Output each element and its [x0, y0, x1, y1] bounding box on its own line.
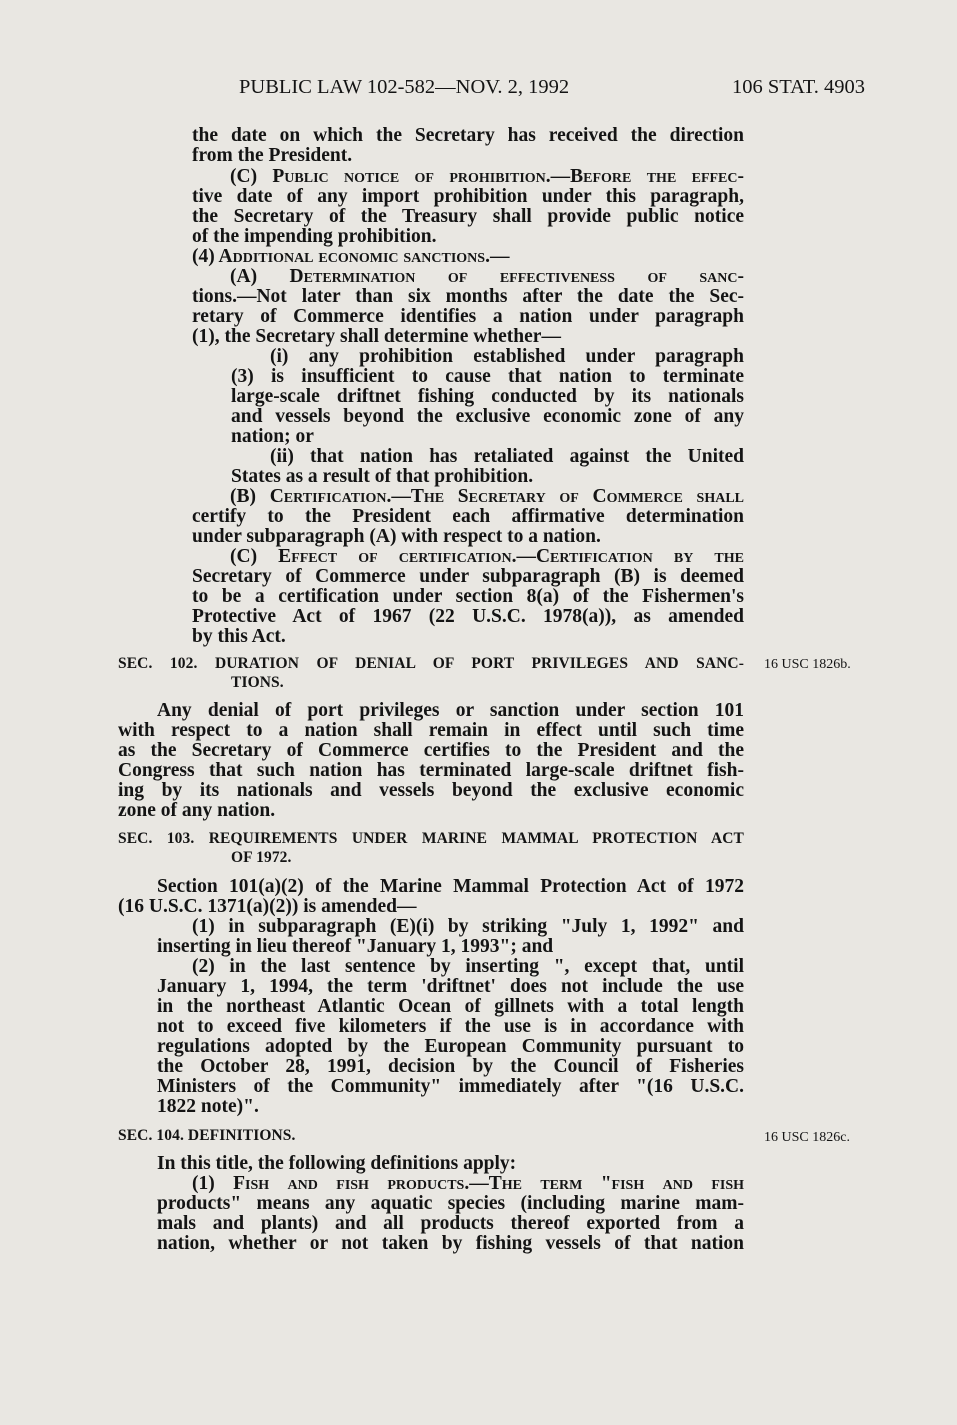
- text-line: Secretary of Commerce under subparagraph (B) is deemed: [192, 566, 744, 587]
- text-line: tions.—Not later than six months after the date the Sec-: [192, 286, 744, 307]
- subparagraph-heading: (C) Effect of certification.—Certification by the: [230, 546, 744, 567]
- text-line: under subparagraph (A) with respect to a nation.: [192, 526, 601, 547]
- text-line: by this Act.: [192, 626, 286, 647]
- text-line: with respect to a nation shall remain in effect until such time: [118, 720, 744, 741]
- text-line: the Secretary of the Treasury shall provide public notice: [192, 206, 744, 227]
- text-line: and vessels beyond the exclusive economic zone of any: [231, 406, 744, 427]
- text-line: (16 U.S.C. 1371(a)(2)) is amended—: [118, 896, 417, 917]
- subparagraph-heading: (A) Determination of effectiveness of sanc-: [230, 266, 744, 287]
- text-line: the October 28, 1991, decision by the Council of Fisheries: [157, 1056, 744, 1077]
- text-line: (1), the Secretary shall determine whether—: [192, 326, 561, 347]
- text-line: (2) in the last sentence by inserting ", except that, until: [192, 956, 744, 977]
- text-line: ing by its nationals and vessels beyond the exclusive economic: [118, 780, 744, 801]
- text-line: regulations adopted by the European Community pursuant to: [157, 1036, 744, 1057]
- text-line: (3) is insufficient to cause that nation to terminate: [231, 366, 744, 387]
- text-line: 1822 note)".: [157, 1096, 259, 1117]
- subparagraph-heading: (B) Certification.—The Secretary of Commerce shall: [230, 486, 744, 507]
- text-line: from the President.: [192, 145, 353, 166]
- text-line: Congress that such nation has terminated large-scale driftnet fish-: [118, 760, 744, 781]
- text-line: inserting in lieu thereof "January 1, 1993"; and: [157, 936, 554, 957]
- text-line: of the impending prohibition.: [192, 226, 437, 247]
- text-line: tive date of any import prohibition under this paragraph,: [192, 186, 744, 207]
- section-heading-102: SEC. 102. DURATION OF DENIAL OF PORT PRIVILEGES AND SANC-: [118, 655, 744, 672]
- text-line: States as a result of that prohibition.: [231, 466, 534, 487]
- clause-line: (i) any prohibition established under paragraph: [270, 346, 744, 367]
- text-line: not to exceed five kilometers if the use is in accordance with: [157, 1016, 744, 1037]
- header-page-ref: 106 STAT. 4903: [732, 76, 865, 98]
- text-line: January 1, 1994, the term 'driftnet' does not include the use: [157, 976, 744, 997]
- definition-heading: (1) Fish and fish products.—The term "fish and fish: [192, 1173, 744, 1194]
- text-line: Section 101(a)(2) of the Marine Mammal Protection Act of 1972: [157, 876, 744, 897]
- text-line: Any denial of port privileges or sanction under section 101: [157, 700, 744, 721]
- text-line: certify to the President each affirmative determination: [192, 506, 744, 527]
- clause-line: (ii) that nation has retaliated against the United: [270, 446, 744, 467]
- text-line: to be a certification under section 8(a) of the Fishermen's: [192, 586, 744, 607]
- section-heading-103-cont: OF 1972.: [231, 849, 292, 866]
- header-title: PUBLIC LAW 102-582—NOV. 2, 1992: [239, 76, 570, 98]
- text-line: nation; or: [231, 426, 314, 447]
- text-line: zone of any nation.: [118, 800, 276, 821]
- text-line: in the northeast Atlantic Ocean of gillnets with a total length: [157, 996, 744, 1017]
- running-header: [0, 76, 957, 104]
- text-line: Protective Act of 1967 (22 U.S.C. 1978(a)), as amended: [192, 606, 744, 627]
- text-line: products" means any aquatic species (including marine mam-: [157, 1193, 744, 1214]
- text-line: large-scale driftnet fishing conducted by its nationals: [231, 386, 744, 407]
- text-line: nation, whether or not taken by fishing vessels of that nation: [157, 1233, 744, 1254]
- margin-note-sec104: 16 USC 1826c.: [764, 1130, 850, 1145]
- text-line: Ministers of the Community" immediately after "(16 U.S.C.: [157, 1076, 744, 1097]
- margin-note-sec102: 16 USC 1826b.: [764, 657, 851, 672]
- text-line: mals and plants) and all products thereof exported from a: [157, 1213, 744, 1234]
- section-heading-103: SEC. 103. REQUIREMENTS UNDER MARINE MAMMAL PROTECTION ACT: [118, 830, 744, 847]
- paragraph-heading: (4) Additional economic sanctions.—: [192, 246, 510, 267]
- section-heading-104: SEC. 104. DEFINITIONS.: [118, 1127, 296, 1144]
- subparagraph-heading: (C) Public notice of prohibition.—Before the effec-: [230, 166, 744, 187]
- text-line: (1) in subparagraph (E)(i) by striking "July 1, 1992" and: [192, 916, 744, 937]
- section-heading-102-cont: TIONS.: [231, 674, 284, 691]
- text-line: the date on which the Secretary has received the direction: [192, 125, 744, 146]
- text-line: In this title, the following definitions apply:: [157, 1153, 517, 1174]
- text-line: as the Secretary of Commerce certifies to the President and the: [118, 740, 744, 761]
- text-line: retary of Commerce identifies a nation under paragraph: [192, 306, 744, 327]
